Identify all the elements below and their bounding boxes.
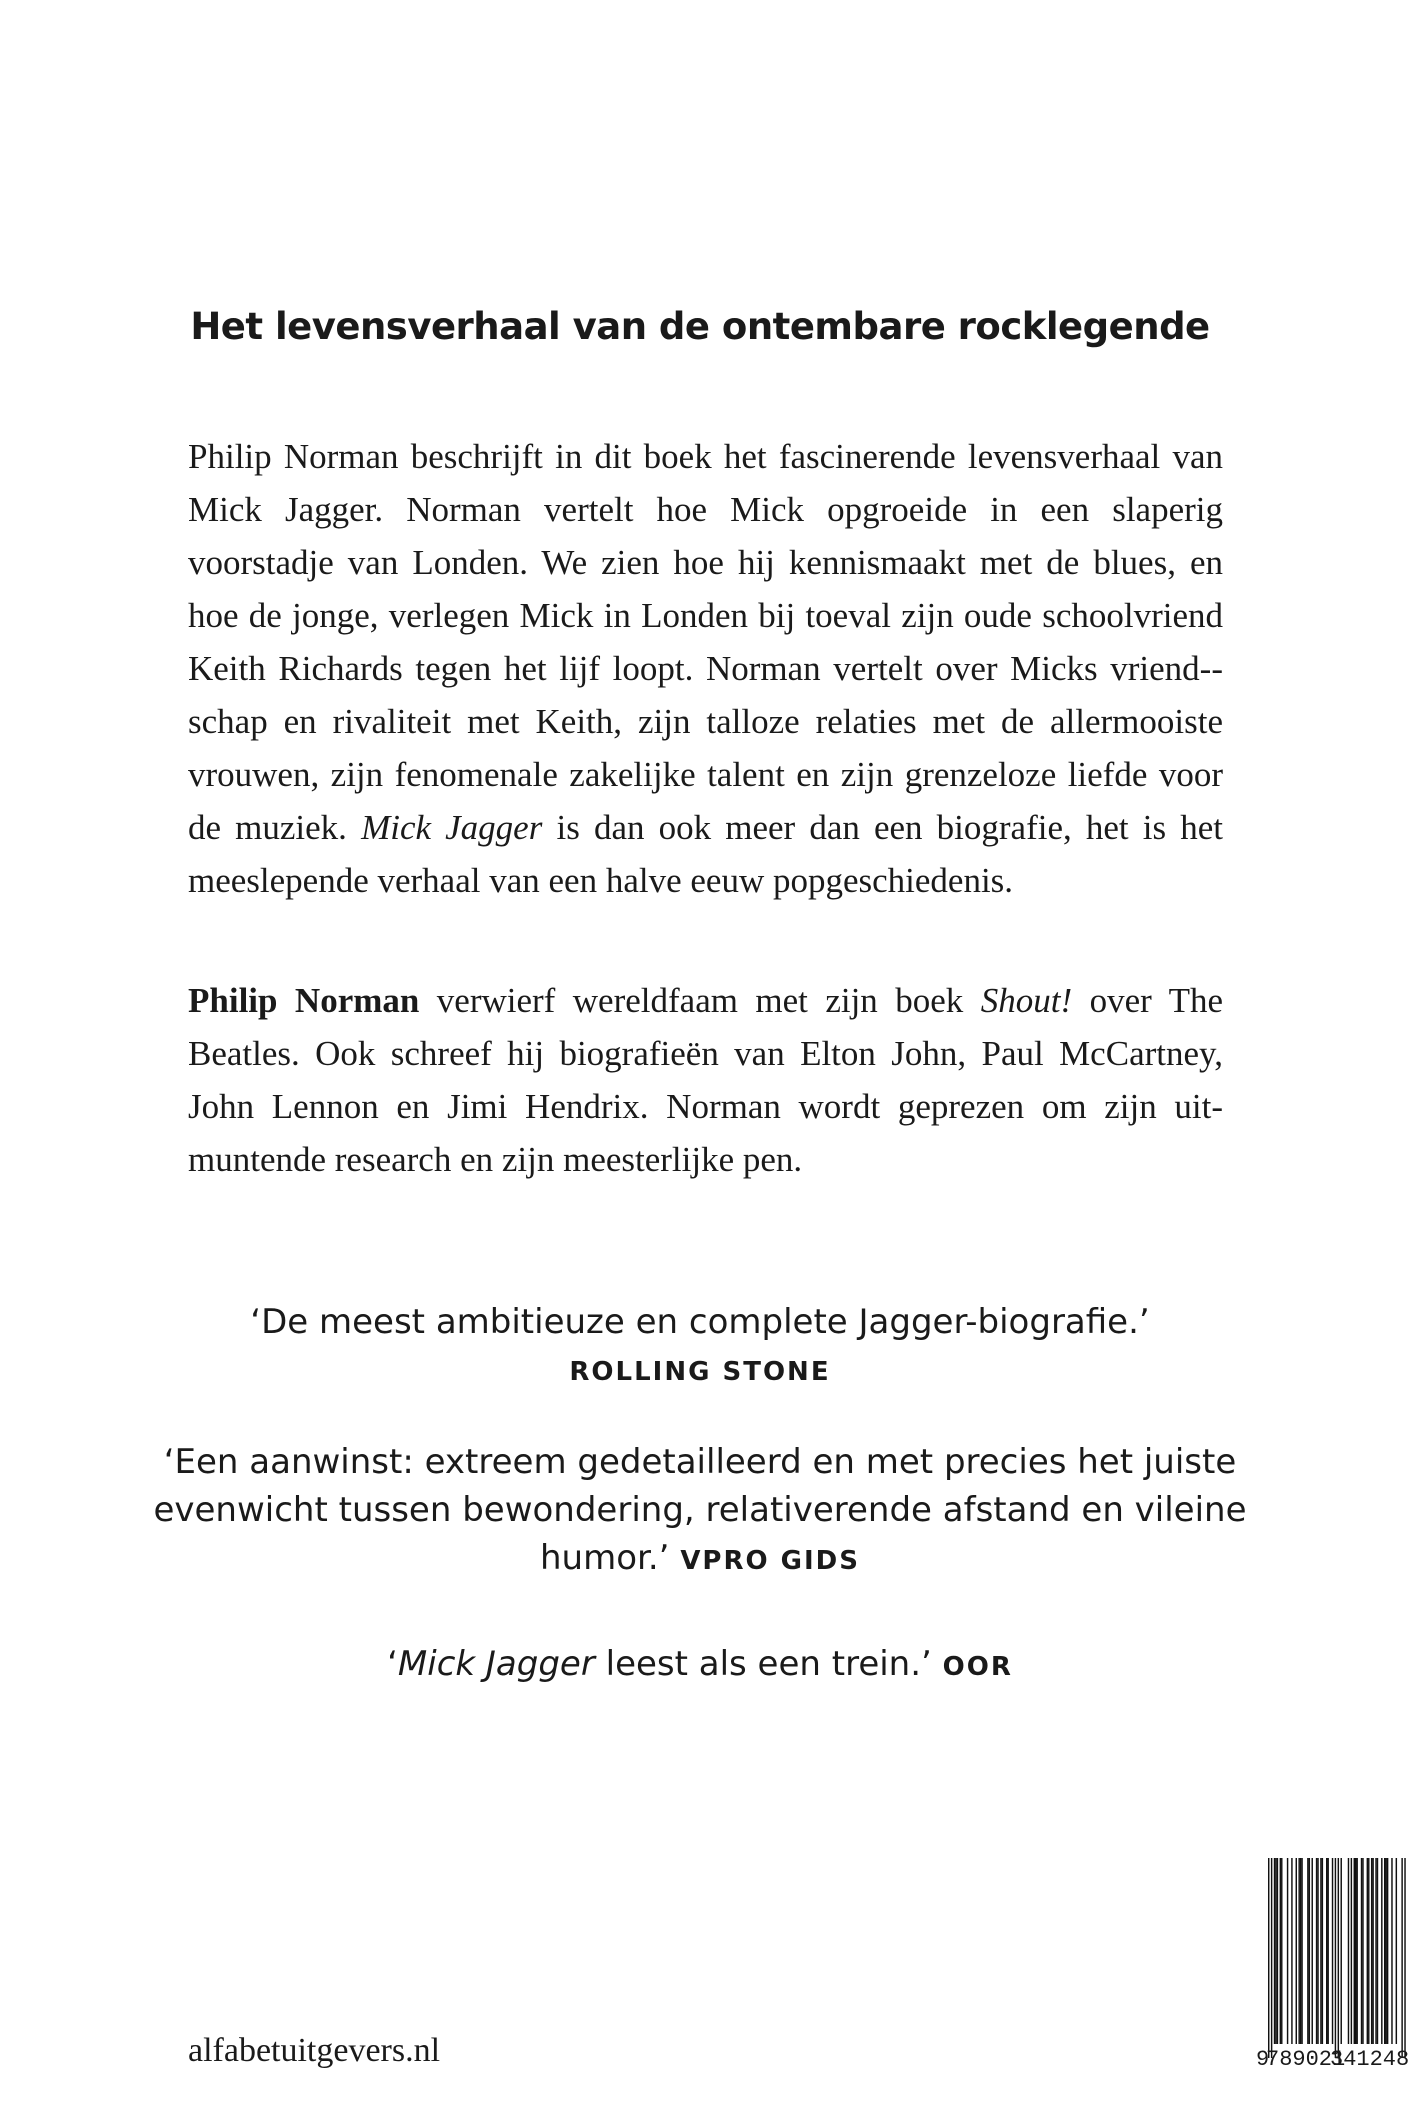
author-bio-text-after: over The Beatles. Ook schreef hij biografieën van Elton John, Paul McCartney, John Lennon en Jimi Hendrix. Norman wordt geprezen om zijn uitmuntende research en zijn meesterlijke pen. bbox=[188, 981, 1223, 1179]
barcode-bar bbox=[1291, 1858, 1292, 2044]
barcode-bar bbox=[1354, 1858, 1355, 2044]
quote-open-mark: ‘ bbox=[387, 1644, 398, 1684]
barcode-bar bbox=[1371, 1858, 1372, 2044]
review-quote-vpro-gids bbox=[0, 1438, 1400, 1585]
barcode-guard-bar bbox=[1335, 1858, 1336, 2058]
barcode-bar bbox=[1351, 1858, 1352, 2044]
quote-book-title: Mick Jagger bbox=[397, 1644, 595, 1684]
barcode-bar bbox=[1327, 1858, 1328, 2044]
barcode-bar bbox=[1309, 1858, 1310, 2044]
review-quote-rolling-stone bbox=[0, 1298, 1400, 1398]
barcode-guard-bar bbox=[1338, 1858, 1339, 2058]
barcode-bar bbox=[1396, 1858, 1397, 2044]
quote-body: leest als een trein.’ bbox=[594, 1644, 932, 1684]
barcode-guard-bar bbox=[1268, 1858, 1269, 2058]
barcode-digits-right: 341248 bbox=[1330, 2047, 1409, 2072]
barcode-bar bbox=[1362, 1858, 1363, 2044]
cover-heading: Het levensverhaal van de ontembare rocklegende bbox=[190, 305, 1210, 348]
quote-text-end: humor.’ bbox=[540, 1538, 670, 1578]
review-quote-oor bbox=[0, 1640, 1400, 1691]
barcode-bar bbox=[1375, 1858, 1376, 2044]
book-title-italic: Mick Jagger bbox=[361, 808, 543, 847]
barcode-bar bbox=[1356, 1858, 1357, 2044]
barcode-bar bbox=[1300, 1858, 1301, 2044]
barcode-bar bbox=[1274, 1858, 1275, 2044]
barcode-bar bbox=[1287, 1858, 1288, 2044]
barcode-bar bbox=[1368, 1858, 1369, 2044]
barcode-bar bbox=[1377, 1858, 1378, 2044]
quote-source: OOR bbox=[942, 1652, 1013, 1682]
barcode-bar bbox=[1385, 1858, 1386, 2044]
barcode-bar bbox=[1355, 1858, 1356, 2044]
description-paragraph bbox=[188, 430, 1223, 907]
description-text-before: Philip Norman beschrijft in dit boek het fascinerende levensverhaal van Mick Jagger. Norman vertelt hoe Mick opgroeide in een slaperig voorstadje van Londen. We zien hoe hij kennismaakt met de blues, en hoe de jonge, verlegen Mick in Londen bij toeval zijn oude schoolvriend Keith Richards tegen het lijf loopt. Norman vertelt over Micks vriend-schap en rivaliteit met Keith, zijn talloze relaties met de allermooiste vrouwen, zijn fenomenale zakelijke talent en zijn grenzeloze liefde voor de muziek. bbox=[188, 437, 1223, 847]
publisher-website: alfabetuitgevers.nl bbox=[188, 2032, 441, 2069]
barcode-bar bbox=[1277, 1858, 1278, 2044]
barcode-guard-bar bbox=[1401, 1858, 1402, 2058]
quote-source: ROLLING STONE bbox=[569, 1357, 831, 1387]
barcode-bar bbox=[1367, 1858, 1368, 2044]
barcode-digits-left: 789021 bbox=[1266, 2047, 1346, 2072]
quote-text-line-2: evenwicht tussen bewondering, relativerende afstand en vileine bbox=[153, 1490, 1247, 1530]
barcode-bar bbox=[1280, 1858, 1281, 2044]
barcode-bar bbox=[1387, 1858, 1388, 2044]
quote-text-line-3 bbox=[0, 1534, 1400, 1585]
barcode-bar bbox=[1332, 1858, 1333, 2044]
barcode-bar bbox=[1320, 1858, 1321, 2044]
barcode-bar bbox=[1301, 1858, 1302, 2044]
quote-text bbox=[0, 1640, 1400, 1691]
barcode-bar bbox=[1326, 1858, 1327, 2044]
quote-text-line-1: ‘Een aanwinst: extreem gedetailleerd en met precies het juiste bbox=[163, 1442, 1237, 1482]
shout-book-title: Shout! bbox=[980, 981, 1073, 1020]
barcode-bar bbox=[1275, 1858, 1276, 2044]
barcode-bar bbox=[1322, 1858, 1323, 2044]
barcode-bar bbox=[1317, 1858, 1318, 2044]
isbn-barcode bbox=[1256, 1858, 1396, 2073]
barcode-bar bbox=[1372, 1858, 1373, 2044]
barcode-guard-bar bbox=[1271, 1858, 1272, 2058]
barcode-guard-bar bbox=[1404, 1858, 1405, 2058]
description-text-after: is dan ook meer dan een biografie, het is het meeslepende verhaal van een halve eeuw popgeschiedenis. bbox=[188, 808, 1224, 900]
barcode-bar bbox=[1391, 1858, 1392, 2044]
barcode-bar bbox=[1298, 1858, 1299, 2044]
author-bio-paragraph bbox=[188, 974, 1223, 1186]
quote-text: ‘De meest ambitieuze en complete Jagger-biografie.’ bbox=[250, 1302, 1150, 1342]
author-name: Philip Norman bbox=[188, 981, 420, 1020]
barcode-bar bbox=[1281, 1858, 1282, 2044]
barcode-bar bbox=[1341, 1858, 1342, 2044]
barcode-bar bbox=[1348, 1858, 1349, 2044]
barcode-bar bbox=[1307, 1858, 1308, 2044]
barcode-bar bbox=[1316, 1858, 1317, 2044]
barcode-bar bbox=[1312, 1858, 1313, 2044]
quote-source: VPRO GIDS bbox=[680, 1546, 860, 1576]
barcode-bar bbox=[1384, 1858, 1385, 2044]
barcode-digit-prefix: 9 bbox=[1256, 2047, 1270, 2072]
barcode-bar bbox=[1381, 1858, 1382, 2044]
barcode-bar bbox=[1361, 1858, 1362, 2044]
barcode-bar bbox=[1296, 1858, 1297, 2044]
author-bio-text-before: verwierf wereldfaam met zijn boek bbox=[419, 981, 981, 1020]
